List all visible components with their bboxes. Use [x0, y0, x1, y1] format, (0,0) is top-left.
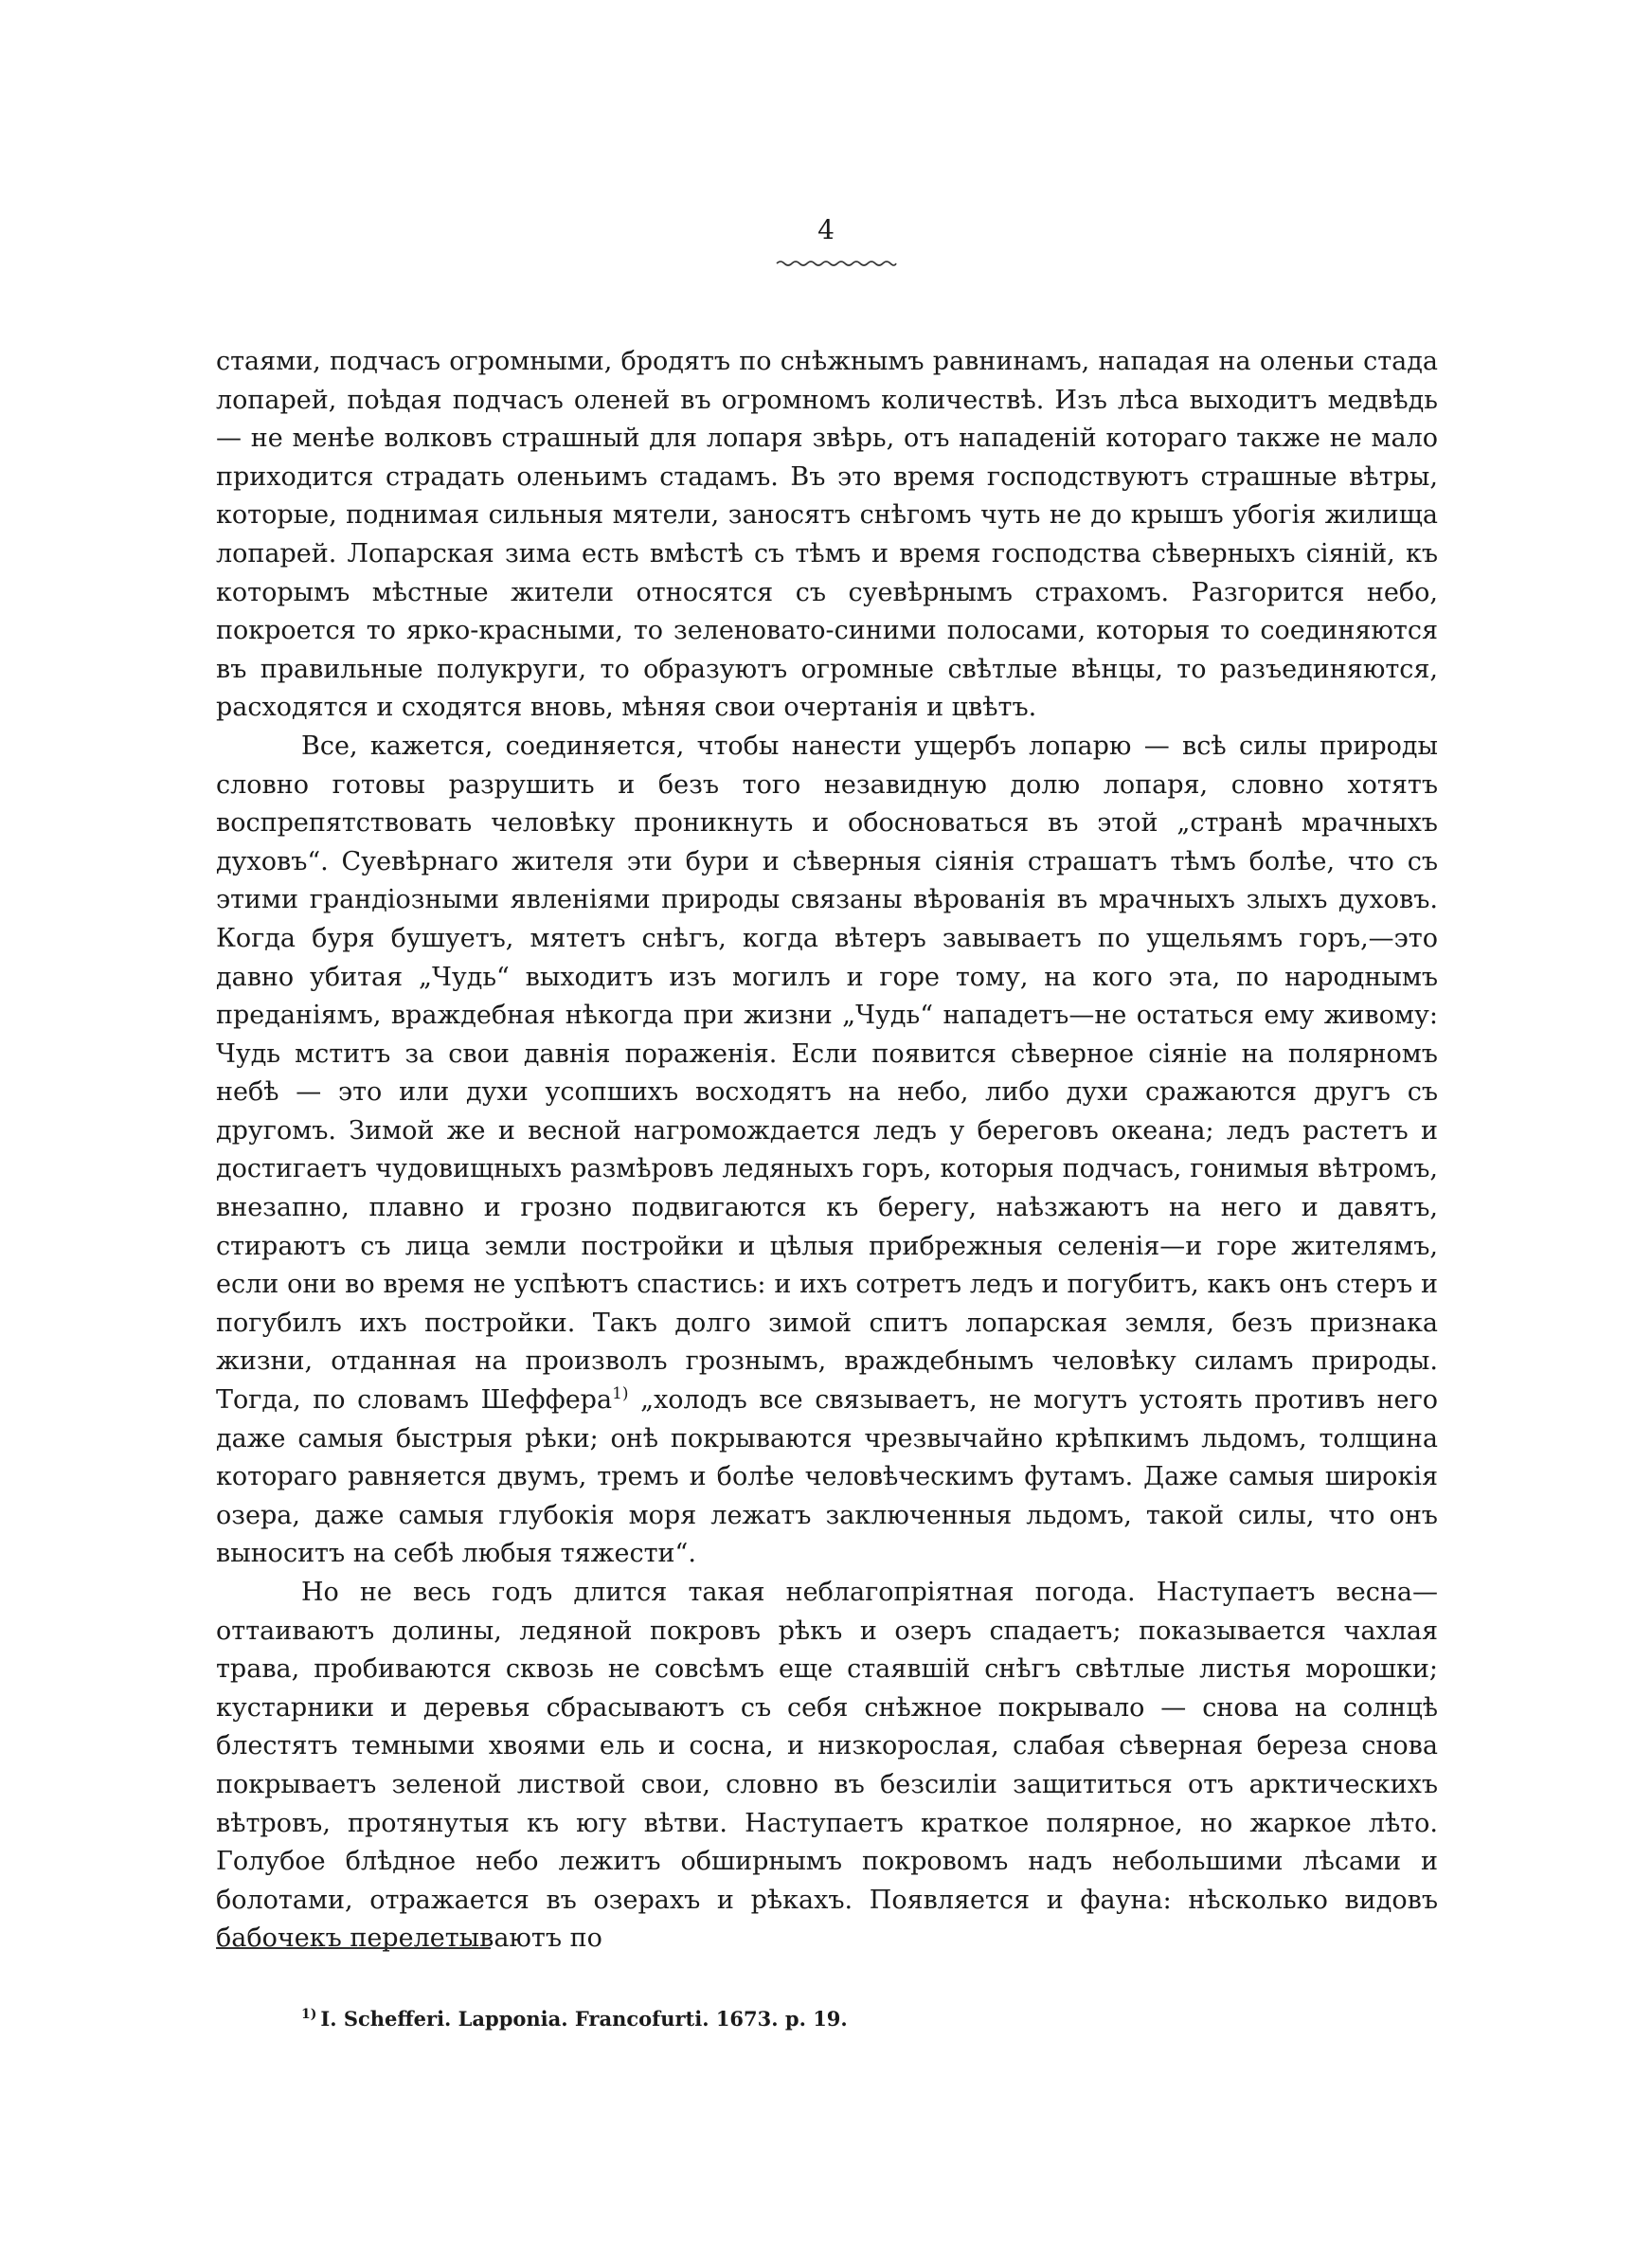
page-number: 4 [817, 214, 835, 245]
paragraph-1: стаями, подчасъ огромными, бродятъ по снѣжнымъ равнинамъ, нападая на оленьи стада лопарей, поѣдая подчасъ оленей въ огромномъ количествѣ. Изъ лѣса выходитъ медвѣдь— не менѣе волковъ страшный для лопаря звѣрь, отъ нападеній котораго также не мало приходится страдать оленьимъ стадамъ. Въ это время господствуютъ страшные вѣтры, которые, поднимая сильныя мятели, заносятъ снѣгомъ чуть не до крышъ убогія жилища лопарей. Лопарская зима есть вмѣстѣ съ тѣмъ и время господства сѣверныхъ сіяній, къ которымъ мѣстные жители относятся съ суевѣрнымъ страхомъ. Разгорится небо, покроется то ярко-красными, то зеленовато-синими полосами, которыя то соединяются въ правильные полукруги, то образуютъ огромные свѣтлые вѣнцы, то разъединяются, расходятся и сходятся вновь, мѣняя свои очертанія и цвѣтъ. [216, 347, 1438, 723]
paragraph-3: Но не весь годъ длится такая неблагопріятная погода. Наступаетъ весна—оттаиваютъ долины, ледяной покровъ рѣкъ и озеръ спадаетъ; показывается чахлая трава, пробиваются сквозь не совсѣмъ еще стаявшій снѣгъ свѣтлые листья морошки; кустарники и деревья сбрасываютъ съ себя снѣжное покрывало — снова на солнцѣ блестятъ темными хвоями ель и сосна, и низкорослая, слабая сѣверная береза снова покрываетъ зеленой листвой свои, словно въ безсиліи защититься отъ арктическихъ вѣтровъ, протянутыя къ югу вѣтви. Наступаетъ краткое полярное, но жаркое лѣто. Голубое блѣдное небо лежитъ обширнымъ покровомъ надъ небольшими лѣсами и болотами, отражается въ озерахъ и рѣкахъ. Появляется и фауна: нѣсколько видовъ бабочекъ перелетываютъ по [216, 1578, 1438, 1954]
footnote [301, 2006, 848, 2032]
footnote-text: I. Schefferi. Lapponia. Francofurti. 1673. p. 19. [320, 2007, 848, 2031]
paragraph-2-text: Все, кажется, соединяется, чтобы нанести ущербъ лопарю — всѣ силы природы словно готовы разрушить и безъ того незавидную долю лопаря, словно хотятъ воспрепятствовать человѣку проникнуть и обосноваться въ этой „странѣ мрачныхъ духовъ“. Суевѣрнаго жителя эти бури и сѣверныя сіянія страшатъ тѣмъ болѣе, что съ этими грандіозными явленіями природы связаны вѣрованія въ мрачныхъ злыхъ духовъ. Когда буря бушуетъ, мятетъ снѣгъ, когда вѣтеръ завываетъ по ущельямъ горъ,—это давно убитая „Чудь“ выходитъ изъ могилъ и горе тому, на кого эта, по народнымъ преданіямъ, враждебная нѣкогда при жизни „Чудь“ нападетъ—не остаться ему живому: Чудь мститъ за свои давнія пораженія. Если появится сѣверное сіяніе на полярномъ небѣ — это или духи усопшихъ восходятъ на небо, либо духи сражаются другъ съ другомъ. Зимой же и весной нагромождается ледъ у береговъ океана; ледъ растетъ и достигаетъ чудовищныхъ размѣровъ ледяныхъ горъ, которыя подчасъ, гонимыя вѣтромъ, внезапно, плавно и грозно подвигаются къ берегу, наѣзжаютъ на него и давятъ, стираютъ съ лица земли постройки и цѣлыя прибрежныя селенія—и горе жителямъ, если они во время не успѣютъ спастись: и ихъ сотретъ ледъ и погубитъ, какъ онъ стеръ и погубилъ ихъ постройки. Такъ долго зимой спитъ лопарская земля, безъ признака жизни, отданная на произволъ грознымъ, враждебнымъ человѣку силамъ природы. Тогда, по словамъ Шеффера [216, 731, 1438, 1416]
body-text [216, 343, 1438, 1959]
footnote-divider [216, 1947, 491, 1949]
footnote-reference: 1) [612, 1384, 629, 1404]
paragraph-2-quote: „холодъ все связываетъ, не могутъ устоять противъ него даже самыя быстрыя рѣки; онѣ покрываются чрезвычайно крѣпкимъ льдомъ, толщина котораго равняется двумъ, тремъ и болѣе человѣческимъ футамъ. Даже самыя широкія озера, даже самыя глубокія моря лежатъ заключенныя льдомъ, такой силы, что онъ выноситъ на себѣ любыя тяжести“. [216, 1385, 1439, 1569]
decorative-wavy-rule [775, 258, 898, 269]
footnote-mark: 1) [301, 2007, 317, 2022]
paragraph-2 [216, 728, 1438, 1574]
